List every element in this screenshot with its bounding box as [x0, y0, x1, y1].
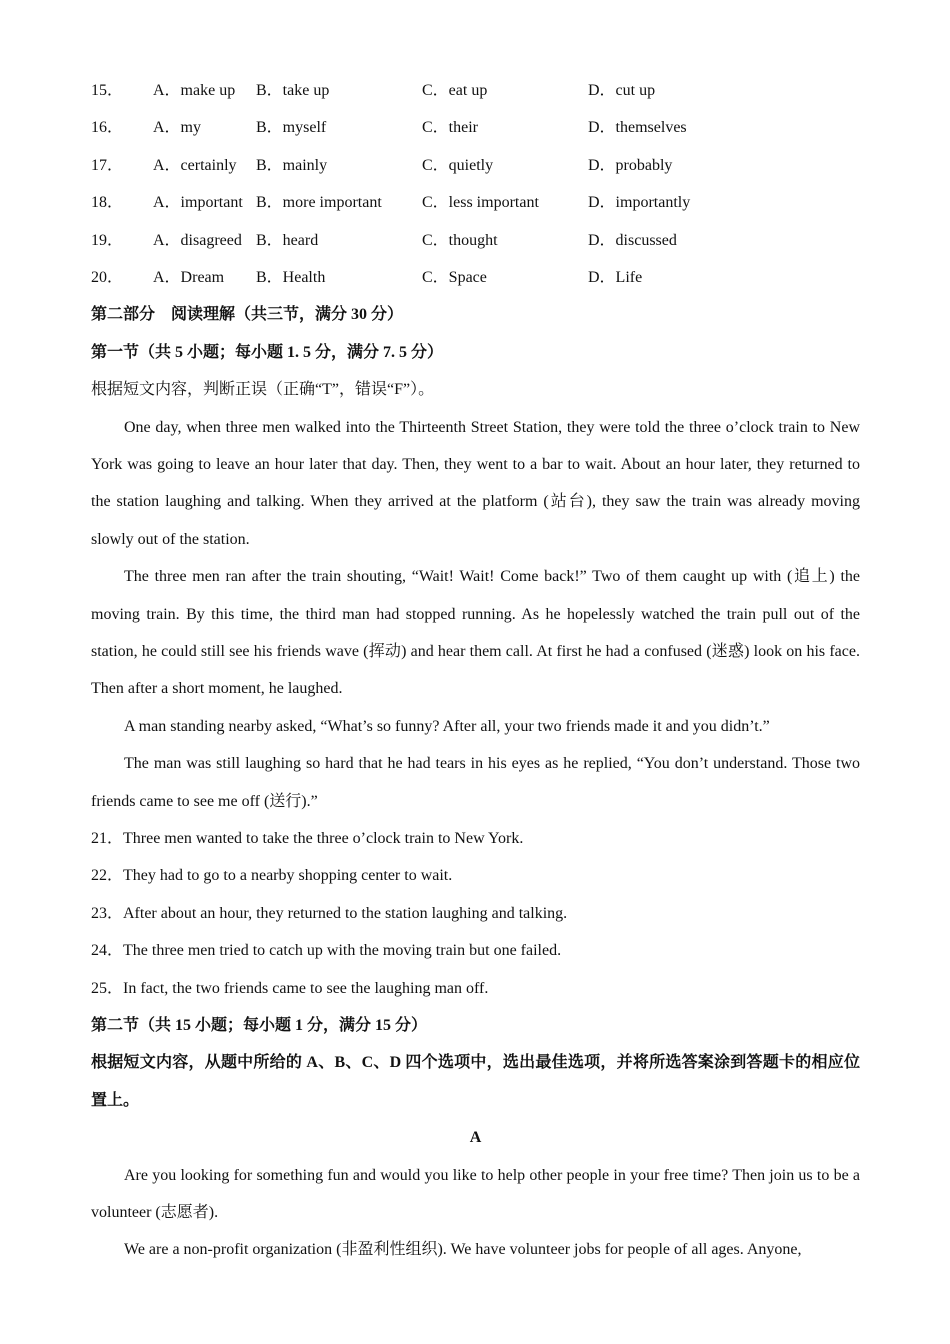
option-c: C．less important: [422, 194, 539, 212]
option-row-18: [91, 184, 860, 221]
option-row-15: [91, 72, 860, 109]
exam-page: [91, 72, 860, 1269]
option-b: B．take up: [256, 82, 330, 99]
option-b: B．myself: [256, 119, 327, 137]
passage-1-paragraph: The three men ran after the train shouting, “Wait! Wait! Come back!” Two of them caught up with (追上) the moving train. By this time, the third man had stopped running. As he hopelessly watched the train pull out of the station, he could still see his friends wave (挥动) and hear them call. At first he had a confused (迷惑) look on his face. Then after a short moment, he laughed.: [91, 568, 860, 698]
option-row-19: [91, 222, 860, 259]
tf-question-24: 24．The three men tried to catch up with the moving train but one failed.: [91, 942, 562, 960]
option-a: A．Dream: [153, 268, 225, 286]
option-c: C．thought: [422, 231, 498, 249]
option-c: C．Space: [422, 268, 487, 286]
option-a: A．disagreed: [153, 231, 242, 249]
option-row-20: [91, 259, 860, 296]
option-c: C．their: [422, 119, 478, 137]
tf-question-21: 21．Three men wanted to take the three o’clock train to New York.: [91, 829, 524, 847]
tf-question-22: 22．They had to go to a nearby shopping center to wait.: [91, 867, 453, 885]
question-number: 18．: [91, 194, 124, 212]
option-d: D．probably: [588, 156, 673, 174]
passage-a-paragraph: We are a non-profit organization (非盈利性组织). We have volunteer jobs for people of all ages. Anyone,: [124, 1241, 802, 1259]
tf-question-23: 23．After about an hour, they returned to the station laughing and talking.: [91, 904, 568, 922]
option-b: B．Health: [256, 268, 326, 286]
option-a: A．important: [153, 194, 243, 212]
cloze-options: [91, 72, 860, 296]
section2-title: 第二节（共 15 小题；每小题 1 分，满分 15 分）: [91, 1016, 428, 1034]
question-number: 16．: [91, 119, 124, 137]
option-d: D．themselves: [588, 119, 687, 137]
section2-instruction: 根据短文内容，从题中所给的 A、B、C、D 四个选项中，选出最佳选项，并将所选答案涂到答题卡的相应位置上。: [91, 1054, 860, 1109]
option-a: A．my: [153, 119, 202, 137]
option-d: D．importantly: [588, 194, 691, 212]
option-b: B．mainly: [256, 156, 328, 174]
option-b: B．more important: [256, 194, 382, 212]
passage-a-paragraph: Are you looking for something fun and would you like to help other people in your free time? Then join us to be a volunteer (志愿者).: [91, 1166, 860, 1221]
option-b: B．heard: [256, 231, 319, 249]
option-d: D．Life: [588, 268, 643, 286]
passage-1-paragraph: One day, when three men walked into the Thirteenth Street Station, they were told the three o’clock train to New York was going to leave an hour later that day. Then, they went to a bar to wait. About an hour later, they returned to the station laughing and talking. When they arrived at the platform (站台), they saw the train was already moving slowly out of the station.: [91, 418, 860, 548]
option-d: D．cut up: [588, 82, 656, 99]
passage-1-paragraph: The man was still laughing so hard that he had tears in his eyes as he replied, “You don’t understand. Those two friends came to see me off (送行).”: [91, 755, 860, 810]
option-a: A．make up: [153, 82, 236, 99]
option-row-17: [91, 147, 860, 184]
tf-question-25: 25．In fact, the two friends came to see the laughing man off.: [91, 979, 489, 997]
question-number: 19．: [91, 231, 124, 249]
passage-1: [91, 409, 860, 820]
option-a: A．certainly: [153, 156, 237, 174]
section1-instruction: 根据短文内容，判断正误（正确“T”，错误“F”）。: [91, 381, 435, 399]
option-c: C．eat up: [422, 82, 488, 99]
option-row-16: [91, 109, 860, 146]
tf-questions: [91, 820, 860, 1007]
passage-1-paragraph: A man standing nearby asked, “What’s so funny? After all, your two friends made it and you didn’t.”: [124, 717, 770, 735]
option-d: D．discussed: [588, 231, 677, 249]
section1-title: 第一节（共 5 小题；每小题 1. 5 分，满分 7. 5 分）: [91, 343, 444, 361]
passage-a: [91, 1157, 860, 1269]
question-number: 15．: [91, 82, 124, 99]
option-c: C．quietly: [422, 156, 494, 174]
passage-a-label: A: [469, 1129, 482, 1147]
question-number: 17．: [91, 156, 124, 174]
question-number: 20．: [91, 268, 124, 286]
part2-title: 第二部分 阅读理解（共三节，满分 30 分）: [91, 306, 404, 324]
